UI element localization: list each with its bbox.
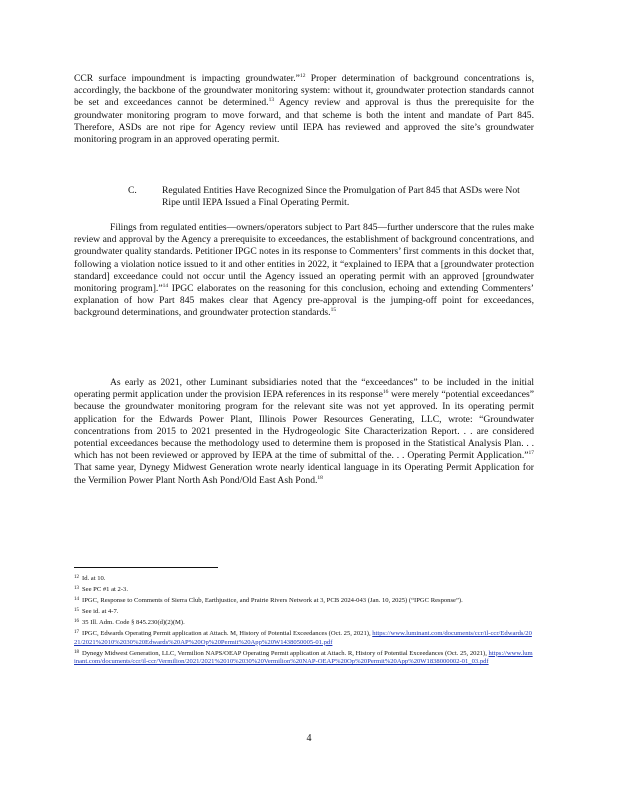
footnote-ref-14[interactable]: 14 [162,283,169,290]
footnote-15 [74,607,534,617]
paragraph-2 [74,222,534,320]
footnote-text: 35 Ill. Adm. Code § 845.230(d)(2)(M). [82,618,185,626]
section-heading-text: Regulated Entities Have Recognized Since the Promulgation of Part 845 that ASDs were Not Ripe until IEPA Issued a Final Operating Permit. [162,185,520,209]
footnote-separator [74,567,218,568]
footnote-text: Id. at 10. [82,575,106,582]
footnote-number: 13 [74,585,79,591]
footnote-text: IPGC, Edwards Operating Permit application at Attach. M, History of Potential Exceedances (Oct. 25, 2021), [82,629,371,637]
page-number: 4 [306,733,312,744]
footnote-number: 14 [74,596,79,602]
footnote-12 [74,574,534,584]
footnote-number: 17 [74,629,79,635]
footnotes [74,574,534,668]
paragraph-3-text-b: were merely “potential exceedances” because the groundwater monitoring program for the relevant site was not yet approved. In its operating permit application for the Edwards Power Plant, Illinois Power Resources Generating, LLC, wrote: “Groundwater concentrations from 2015 to 2021 presented in the Hydrogeologic Site Characterization Report. . . are considered potential exceedances because the methodology used to determine them is proposed in the Statistical Analysis Plan. . . which has not been reviewed or approved by IEPA at the time of submittal of the. . . Operating Permit Application.” [74,389,534,462]
footnote-number: 16 [74,618,79,624]
footnote-text: See id. at 4-7. [82,607,119,615]
footnote-ref-17[interactable]: 17 [528,450,534,457]
paragraph-2-text-b: IPGC elaborates on the reasoning for this conclusion, echoing and extending Commenters’ explanation of how Part 845 makes clear that Agency pre-approval is the jumping-off point for exceedances, background determinations, and groundwater protection standards. [74,283,534,319]
footnote-number: 18 [74,649,79,655]
section-letter: C. [128,185,137,196]
paragraph-1-text-b: Proper determination of background concentrations is, accordingly, the backbone of the groundwater monitoring system: without it, groundwater protection standards cannot be set and exceedances cannot be determined. [74,73,534,109]
footnote-17 [74,629,534,647]
footnote-number: 12 [74,575,79,580]
paragraph-2-text-a: Filings from regulated entities—owners/operators subject to Part 845—further underscore that the rules make review and approval by the Agency a prerequisite to exceedances, the establishment of background concentrations, and groundwater quality standards. Petitioner IPGC notes in its response to Commenters’ first comments in this docket that, following a violation notice issued to it and other entities in 2022, it “explained to IEPA that a [groundwater protection standard] exceedance could not occur until the Agency issued an operating permit with an approved [groundwater monitoring program].” [74,222,534,295]
footnote-ref-18[interactable]: 18 [317,474,323,481]
footnote-18 [74,649,534,667]
footnote-14 [74,596,534,606]
footnote-16 [74,618,534,628]
footnote-ref-15[interactable]: 15 [330,307,337,314]
paragraph-3-text-c: That same year, Dynegy Midwest Generation wrote nearly identical language in its Operating Permit Application for the Vermilion Power Plant North Ash Pond/Old East Ash Pond. [74,462,534,486]
footnote-text: Dynegy Midwest Generation, LLC, Vermilion NAPS/OEAP Operating Permit application at Attach. R, History of Potential Exceedances (Oct. 25, 2021), [82,649,487,657]
footnote-ref-13[interactable]: 13 [268,97,275,104]
footnote-text: See PC #1 at 2-3. [82,585,128,593]
vermilion-permit-link[interactable]: https://www.luminant.com/documents/ccr/il-ccr/Vermilion/2021/2021%2010%2030%20Vermilion%20NAP-OEAP%20Op%20Permit%20App%20W1838000002-01_03.pdf [74,649,533,666]
paragraph-1 [74,73,534,146]
paragraph-3 [74,377,534,487]
section-heading-c [128,185,534,209]
edwards-permit-link[interactable]: https://www.luminant.com/documents/ccr/il-ccr/Edwards/2021/2021%2010%2030%20Edwards%20AP%20Op%20Permit%20App%20W1438050005-01.pdf [74,629,532,646]
footnote-13 [74,585,534,595]
footnote-ref-16[interactable]: 16 [382,389,389,396]
paragraph-3-text-a: As early as 2021, other Luminant subsidiaries noted that the “exceedances” to be included in the initial operating permit application under the provision IEPA references in its response [74,377,534,401]
footnote-number: 15 [74,607,79,613]
footnote-ref-12[interactable]: 12 [299,73,306,79]
paragraph-1-text-c: Agency review and approval is thus the prerequisite for the groundwater monitoring program to move forward, and that scheme is both the intent and mandate of Part 845. Therefore, ASDs are not ripe for Agency review until IEPA has reviewed and approved the site’s groundwater monitoring program in an approved operating permit. [74,97,534,146]
footnote-text: IPGC, Response to Comments of Sierra Club, Earthjustice, and Prairie Rivers Network at 3, PCB 2024-043 (Jan. 10, 2025) (“IPGC Response”). [82,596,463,604]
paragraph-1-text-a: CCR surface impoundment is impacting groundwater.” [74,73,300,84]
